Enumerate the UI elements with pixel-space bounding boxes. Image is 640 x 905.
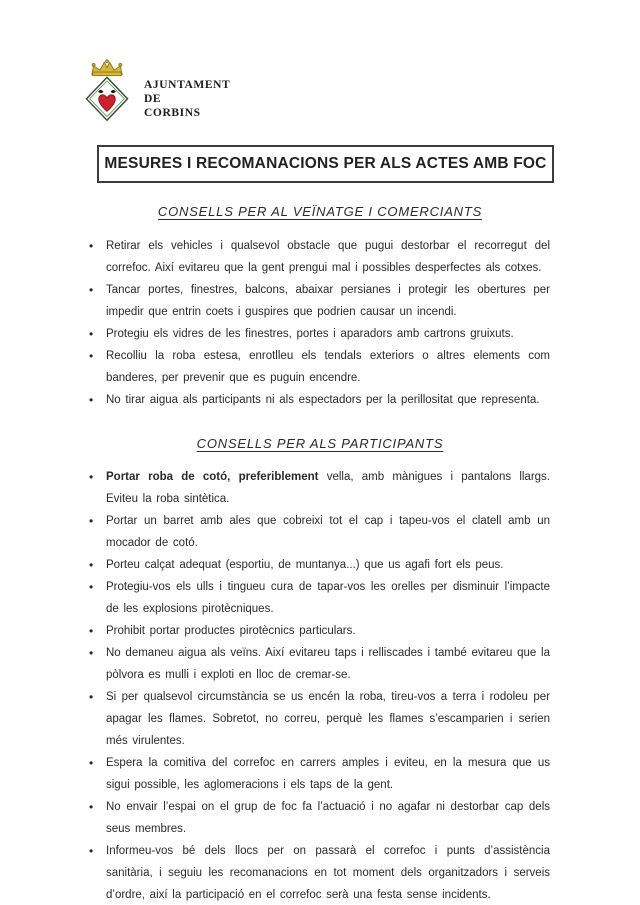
list-item: • Recolliu la roba estesa, enrotlleu els tendals exteriors o altres elements com banderes, per prevenir que es puguin encendre. [88, 345, 550, 389]
list-item [88, 466, 550, 510]
page-title: MESURES I RECOMANACIONS PER ALS ACTES AMB FOC [104, 155, 547, 172]
bullet-lead-text: Portar roba de cotó, preferiblement [106, 471, 319, 483]
list-item: • Protegiu els vidres de les finestres, portes i aparadors amb cartrons gruixuts. [88, 323, 550, 345]
logo-line-2: DE [144, 93, 162, 105]
list-item: • Porteu calçat adequat (esportiu, de muntanya...) que us agafi fort els peus. [88, 554, 550, 576]
list-item: • No envair l’espai on el grup de foc fa l’actuació i no agafar ni destorbar cap dels seus membres. [88, 796, 550, 840]
section-heading-veinatge: CONSELLS PER AL VEÏNATGE I COMERCIANTS [157, 204, 483, 219]
corbins-logo [80, 56, 230, 122]
list-item: • Retirar els vehicles i qualsevol obstacle que pugui destorbar el recorregut del correfoc. Així evitareu que la gent prengui mal i possibles desperfectes als cotxes. [88, 235, 550, 279]
bullet-rest-text: vella, amb mànigues i pantalons llargs. Eviteu la roba sintètica. [106, 471, 550, 505]
logo-line-1: AJUNTAMENT [144, 79, 231, 91]
bullet-list-veinatge [88, 235, 550, 411]
list-item: • Tancar portes, finestres, balcons, abaixar persianes i protegir les obertures per impedir que entrin coets i guspires que podrien causar un incendi. [88, 279, 550, 323]
title-box [97, 145, 554, 183]
list-item: • Protegiu-vos els ulls i tingueu cura de tapar-vos les orelles per disminuir l’impacte de les explosions pirotècniques. [88, 576, 550, 620]
list-item: • Portar un barret amb ales que cobreixi tot el cap i tapeu-vos el clatell amb un mocador de cotó. [88, 510, 550, 554]
bullet-list-participants [88, 466, 550, 905]
list-item: • Si per qualsevol circumstància se us encén la roba, tireu-vos a terra i rodoleu per apagar les flames. Sobretot, no correu, perquè les flames s’escamparien i serien més virulentes. [88, 686, 550, 752]
logo-line-3: CORBINS [144, 107, 201, 119]
list-item: • Informeu-vos bé dels llocs per on passarà el correfoc i punts d’assistència sanitària, i seguiu les recomanacions en tot moment dels organitzadors i serveis d’ordre, així la participació en el correfoc serà una festa sense incidents. [88, 840, 550, 905]
list-item: • Espera la comitiva del correfoc en carrers amples i eviteu, en la mesura que us sigui possible, les aglomeracions i els taps de la gent. [88, 752, 550, 796]
list-item: • No demaneu aigua als veïns. Així evitareu taps i relliscades i també evitareu que la pòlvora es mulli i exploti en lloc de cremar-se. [88, 642, 550, 686]
corbins-coat-of-arms-icon [80, 56, 134, 122]
section-heading-participants: CONSELLS PER ALS PARTICIPANTS [196, 436, 444, 451]
list-item: • Prohibit portar productes pirotècnics particulars. [88, 620, 550, 642]
list-item: • No tirar aigua als participants ni als espectadors per la perillositat que representa. [88, 389, 550, 411]
logo-org-name [144, 78, 230, 122]
